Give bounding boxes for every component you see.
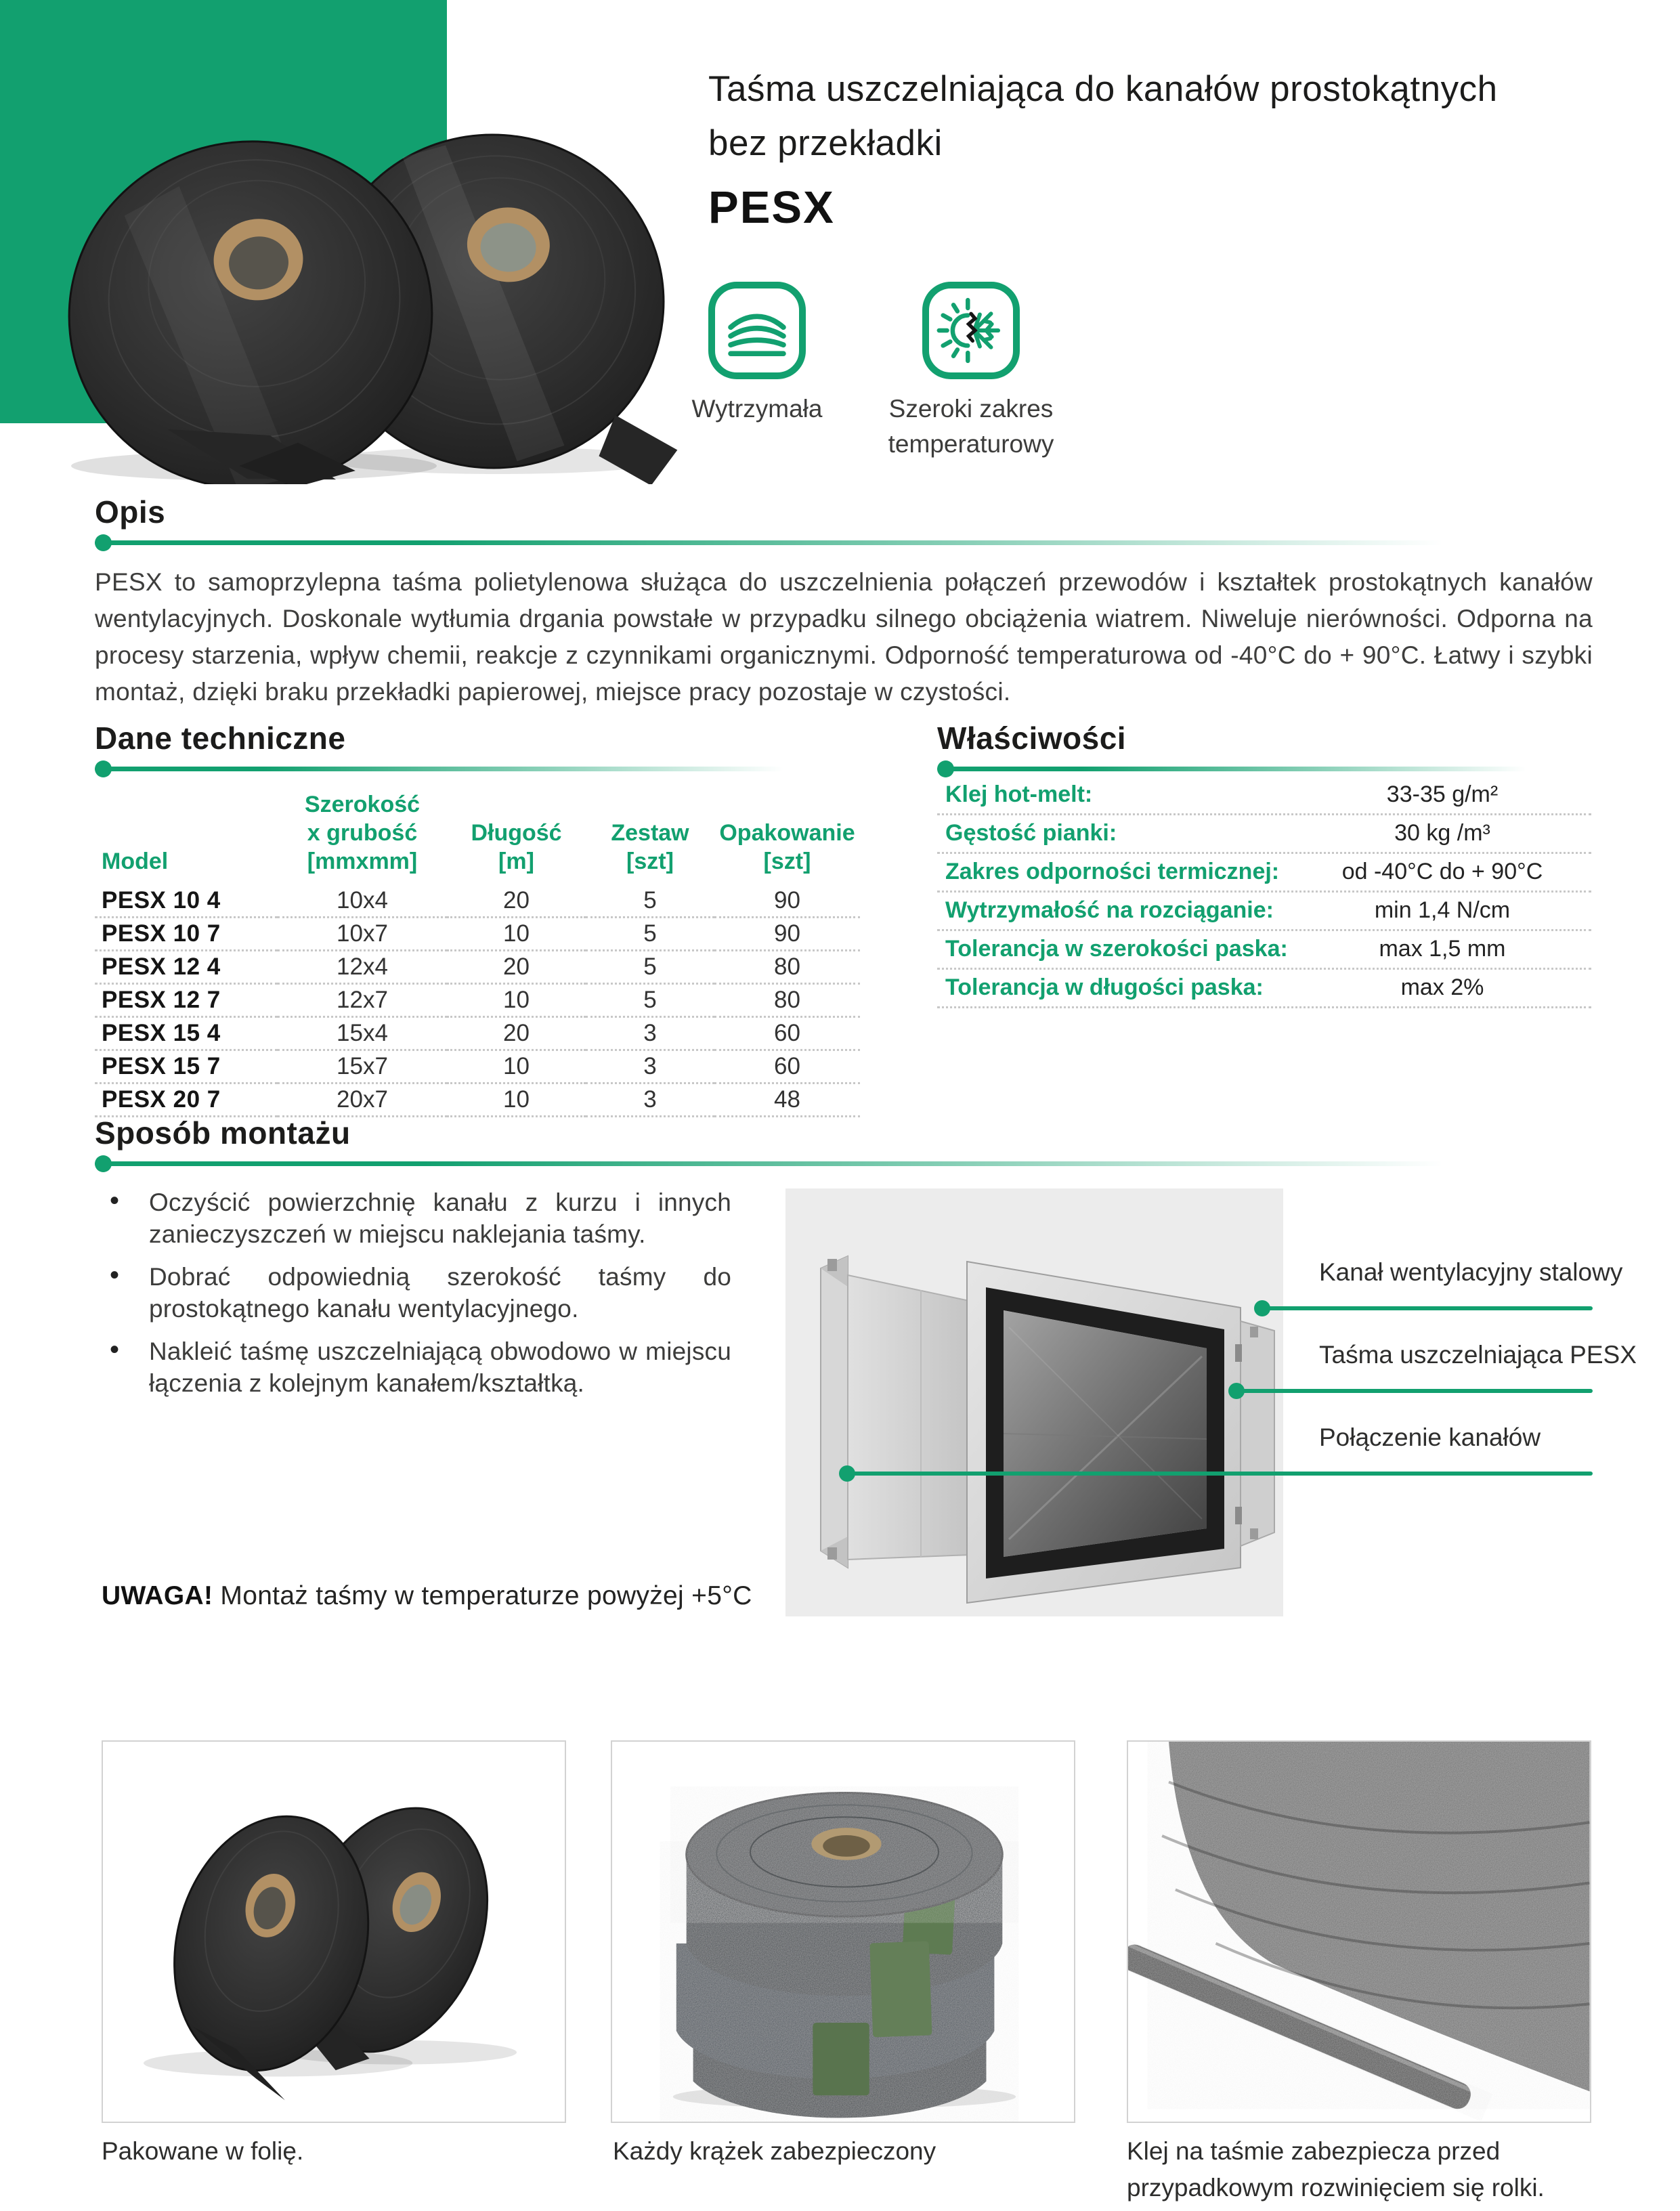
table-cell: 5: [586, 951, 714, 985]
table-cell-model: PESX 10 7: [95, 918, 278, 951]
page-title-line1: Taśma uszczelniająca do kanałów prostokątnych: [708, 69, 1498, 109]
section-heading-opis: Opis: [95, 494, 166, 530]
section-rule: [937, 767, 1591, 771]
property-label: Wytrzymałość na rozciąganie:: [945, 897, 1274, 923]
section-properties: [937, 719, 1591, 1008]
property-value: 30 kg /m³: [1394, 819, 1490, 846]
table-cell: 80: [714, 951, 860, 985]
table-cell-model: PESX 10 4: [95, 885, 278, 918]
rolls-in-foil-photo: [102, 1740, 566, 2123]
secured-rolls-photo: [611, 1740, 1075, 2123]
section-heading-wlasciwosci: Właściwości: [937, 721, 1127, 756]
property-value: max 1,5 mm: [1379, 935, 1506, 962]
table-column-header: Szerokość x grubość [mmxmm]: [304, 792, 421, 874]
table-cell-model: PESX 15 7: [95, 1051, 278, 1084]
section-rule: [95, 767, 860, 771]
property-row: [937, 815, 1591, 854]
badge-label: Szeroki zakres temperaturowy: [888, 395, 1054, 458]
temperature-range-icon: [922, 282, 1020, 379]
table-cell: 10: [447, 985, 586, 1018]
table-cell: 10: [447, 1084, 586, 1117]
badge-durable: [649, 282, 865, 427]
section-technical-data: [95, 719, 860, 1117]
callout-line: [1259, 1306, 1593, 1310]
badge-label: Wytrzymała: [691, 395, 823, 423]
product-name: PESX: [708, 182, 835, 233]
property-row: [937, 970, 1591, 1008]
hero-product-photo: [54, 122, 684, 484]
table-column-header: Długość [m]: [471, 820, 562, 874]
note-text: Montaż taśmy w temperaturze powyżej +5°C: [213, 1581, 752, 1610]
table-cell: 80: [714, 985, 860, 1018]
photo-caption: Każdy krążek zabezpieczony: [613, 2137, 936, 2165]
technical-table: [95, 778, 860, 1117]
duct-connection-photo: [785, 1188, 1283, 1616]
callout-line: [1234, 1389, 1593, 1393]
properties-list: [937, 777, 1591, 1008]
badge-temperature-range: [863, 282, 1079, 462]
table-cell: 12x7: [278, 985, 447, 1018]
duct-illustration: [785, 1188, 1283, 1616]
section-rule: [95, 540, 1593, 545]
table-cell: 20: [447, 885, 586, 918]
callout-label-steel-duct: Kanał wentylacyjny stalowy: [1319, 1258, 1623, 1286]
table-cell-model: PESX 20 7: [95, 1084, 278, 1117]
table-cell: 10x7: [278, 918, 447, 951]
section-rule: [95, 1161, 1593, 1166]
mounting-note: [102, 1581, 752, 1611]
table-cell: 5: [586, 985, 714, 1018]
property-row: [937, 854, 1591, 893]
table-cell: 10: [447, 1051, 586, 1084]
property-label: Klej hot-melt:: [945, 781, 1093, 807]
table-cell: 20x7: [278, 1084, 447, 1117]
property-label: Gęstość pianki:: [945, 820, 1117, 846]
property-row: [937, 777, 1591, 815]
mounting-step: • Dobrać odpowiednią szerokość taśmy do prostokątnego kanału wentylacyjnego.: [95, 1261, 731, 1325]
section-description: [95, 493, 1593, 710]
photo-caption: Pakowane w folię.: [102, 2137, 304, 2165]
durability-layers-icon: [708, 282, 806, 379]
property-value: od -40°C do + 90°C: [1341, 858, 1543, 884]
table-cell: 3: [586, 1018, 714, 1051]
section-heading-dane: Dane techniczne: [95, 721, 346, 756]
table-cell-model: PESX 12 4: [95, 951, 278, 985]
table-column-header: Model: [102, 849, 169, 874]
table-column-header: Opakowanie [szt]: [719, 820, 855, 874]
property-label: Tolerancja w długości paska:: [945, 974, 1264, 1000]
callout-label-duct-joint: Połączenie kanałów: [1319, 1423, 1541, 1451]
table-cell: 90: [714, 918, 860, 951]
table-cell: 10: [447, 918, 586, 951]
property-value: min 1,4 N/cm: [1374, 897, 1511, 923]
photo-caption: Klej na taśmie zabezpiecza przed przypadkowym rozwinięciem się rolki.: [1127, 2137, 1545, 2202]
table-cell: 60: [714, 1018, 860, 1051]
description-paragraph: PESX to samoprzylepna taśma polietylenowa służąca do uszczelnienia połączeń przewodów i kształtek prostokątnych kanałów wentylacyjnych. Doskonale wytłumia drgania powstałe w przypadku silnego obciążenia wiatrem. Niweluje nierówności. Odporna na procesy starzenia, wpływ chemii, reakcje z czynnikami organicznymi. Odporność temperaturowa od -40°C do + 90°C. Łatwy i szybki montaż, dzięki braku przekładki papierowej, miejsce pracy pozostaje w czystości.: [95, 568, 1593, 706]
table-cell: 5: [586, 918, 714, 951]
page-title: [708, 62, 1498, 171]
table-column-header: Zestaw [szt]: [611, 820, 689, 874]
property-row: [937, 931, 1591, 970]
callout-line: [844, 1472, 1593, 1476]
property-label: Tolerancja w szerokości paska:: [945, 936, 1288, 962]
table-cell: 15x7: [278, 1051, 447, 1084]
table-cell: 10x4: [278, 885, 447, 918]
mounting-steps-list: [95, 1186, 731, 1399]
table-cell: 5: [586, 885, 714, 918]
note-title: UWAGA!: [102, 1581, 213, 1610]
property-label: Zakres odporności termicznej:: [945, 859, 1280, 884]
foam-roll-closeup-photo: [1127, 1740, 1591, 2123]
mounting-step: • Oczyścić powierzchnię kanału z kurzu i innych zanieczyszczeń w miejscu naklejania taśmy.: [95, 1186, 731, 1250]
property-value: max 2%: [1400, 974, 1484, 1000]
table-cell: 20: [447, 951, 586, 985]
table-cell: 48: [714, 1084, 860, 1117]
section-heading-montaz: Sposób montażu: [95, 1115, 351, 1151]
property-value: 33-35 g/m²: [1386, 781, 1499, 807]
table-cell: 3: [586, 1084, 714, 1117]
page-title-line2: bez przekładki: [708, 123, 943, 163]
table-cell: 60: [714, 1051, 860, 1084]
table-cell: 15x4: [278, 1018, 447, 1051]
callout-label-pesx-tape: Taśma uszczelniająca PESX: [1319, 1341, 1637, 1369]
table-cell: 3: [586, 1051, 714, 1084]
table-cell: 90: [714, 885, 860, 918]
table-cell: 20: [447, 1018, 586, 1051]
property-row: [937, 893, 1591, 931]
table-cell-model: PESX 12 7: [95, 985, 278, 1018]
mounting-step: • Nakleić taśmę uszczelniającą obwodowo w miejscu łączenia z kolejnym kanałem/kształtką.: [95, 1335, 731, 1399]
table-cell: 12x4: [278, 951, 447, 985]
tape-rolls-illustration: [54, 122, 684, 484]
table-cell-model: PESX 15 4: [95, 1018, 278, 1051]
